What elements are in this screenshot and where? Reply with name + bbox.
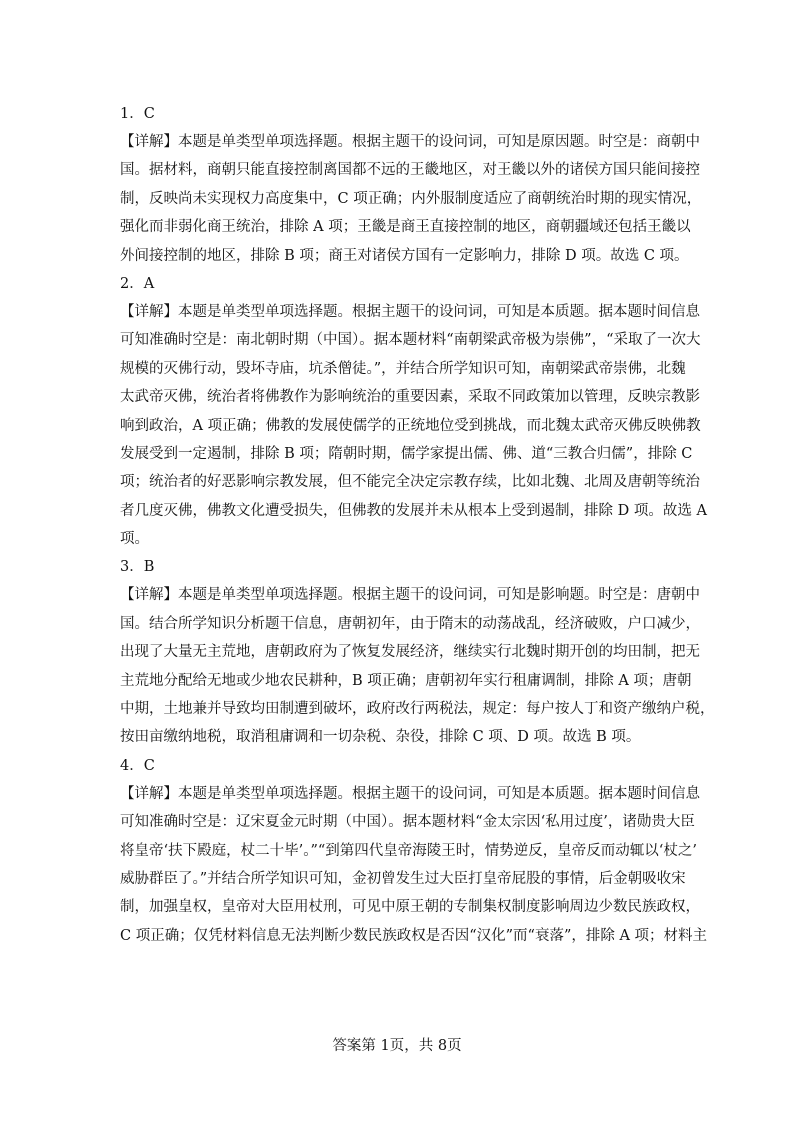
explanation-line: 威胁群臣了。”并结合所学知识可知，金初曾发生过大臣打皇帝屁股的事情，后金朝吸收宋 <box>120 870 686 887</box>
question-number: 4．C <box>120 757 155 774</box>
explanation-line: 强化而非弱化商王统治，排除 A 项；王畿是商王直接控制的地区，商朝疆域还包括王畿以 <box>120 219 691 236</box>
explanation-line: 制，反映尚未实现权力高度集中，C 项正确；内外服制度适应了商朝统治时期的现实情况， <box>120 190 702 207</box>
question-block <box>120 100 702 270</box>
question-number: 2．A <box>120 275 155 292</box>
explanation-line: 响到政治，A 项正确；佛教的发展使儒学的正统地位受到挑战，而北魏太武帝灭佛反映佛教 <box>120 417 701 434</box>
question-block <box>120 553 715 751</box>
explanation-line: 主荒地分配给无地或少地农民耕种，B 项正确；唐朝初年实行租庸调制，排除 A 项；唐朝 <box>120 672 692 689</box>
explanation-line: 【详解】本题是单类型单项选择题。根据主题干的设问词，可知是本质题。据本题时间信息 <box>120 785 700 802</box>
explanation-line: 国。结合所学知识分析题干信息，唐朝初年，由于隋末的动荡战乱，经济破败，户口减少， <box>120 615 700 632</box>
explanation-line: 将皇帝‘扶下殿庭，杖二十毕’。”“到第四代皇帝海陵王时，情势逆反，皇帝反而动辄以‘杖之’ <box>120 842 698 859</box>
explanation-line: 制，加强皇权，皇帝对大臣用杖刑，可见中原王朝的专制集权制度影响周边少数民族政权， <box>120 899 700 916</box>
page-footer: 答案第 1页，共 8页 <box>332 1038 462 1054</box>
explanation-line: 太武帝灭佛，统治者将佛教作为影响统治的重要因素，采取不同政策加以管理，反映宗教影 <box>120 389 700 406</box>
question-block <box>120 270 707 554</box>
explanation-line: 国。据材料，商朝只能直接控制离国都不远的王畿地区，对王畿以外的诸侯方国只能间接控 <box>120 162 700 179</box>
question-number: 3．B <box>120 559 155 576</box>
explanation-line: 【详解】本题是单类型单项选择题。根据主题干的设问词，可知是本质题。据本题时间信息 <box>120 303 700 320</box>
explanation-line: 发展受到一定遏制，排除 B 项；隋朝时期，儒学家提出儒、佛、道“三教合归儒”，排除 C <box>120 445 693 462</box>
question-block <box>120 752 708 950</box>
answer-content <box>120 100 715 950</box>
explanation-line: 外间接控制的地区，排除 B 项；商王对诸侯方国有一定影响力，排除 D 项。故选 C 项。 <box>120 247 689 264</box>
explanation-line: 出现了大量无主荒地，唐朝政府为了恢复发展经济，继续实行北魏时期开创的均田制，把无 <box>120 644 700 661</box>
explanation-line: 中期，土地兼并导致均田制遭到破坏，政府改行两税法，规定：每户按人丁和资产缴纳户税， <box>120 701 715 718</box>
explanation-line: 规模的灭佛行动，毁坏寺庙，坑杀僧徒。”，并结合所学知识可知，南朝梁武帝崇佛，北魏 <box>120 360 686 377</box>
explanation-line: 【详解】本题是单类型单项选择题。根据主题干的设问词，可知是原因题。时空是：商朝中 <box>120 134 700 150</box>
explanation-line: 按田亩缴纳地税，取消租庸调和一切杂税、杂役，排除 C 项、D 项。故选 B 项。 <box>120 729 641 746</box>
explanation-line: 可知准确时空是：辽宋夏金元时期（中国）。据本题材料“金太宗因‘私用过度’，诸勋贵大臣 <box>120 814 695 831</box>
question-number: 1．C <box>120 106 155 122</box>
explanation-line: 项；统治者的好恶影响宗教发展，但不能完全决定宗教存续，比如北魏、北周及唐朝等统治 <box>120 474 700 491</box>
explanation-line: C 项正确；仅凭材料信息无法判断少数民族政权是否因“汉化”而“衰落”，排除 A 项；材料主 <box>120 927 708 944</box>
explanation-line: 项。 <box>120 531 149 548</box>
explanation-line: 【详解】本题是单类型单项选择题。根据主题干的设问词，可知是影响题。时空是：唐朝中 <box>120 587 700 604</box>
explanation-line: 可知准确时空是：南北朝时期（中国）。据本题材料“南朝梁武帝极为崇佛”，“采取了一次大 <box>120 332 701 349</box>
explanation-line: 者几度灭佛，佛教文化遭受损失，但佛教的发展并未从根本上受到遏制，排除 D 项。故选 A <box>120 502 707 519</box>
